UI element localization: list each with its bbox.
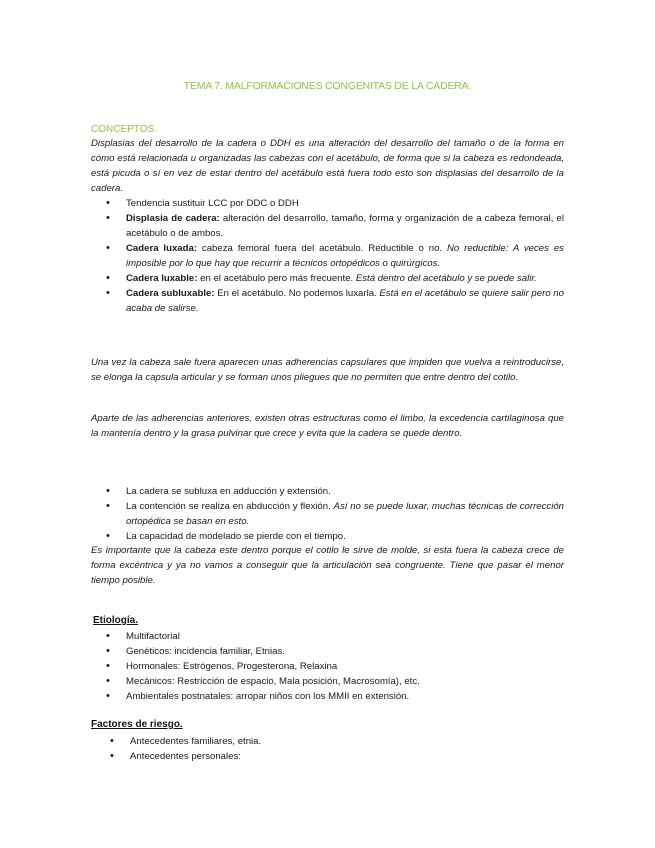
list-item: • Cadera subluxable: En el acetábulo. No podemos luxarla. Está en el acetábulo se quiere salir pero no acaba de salirse. bbox=[106, 287, 564, 314]
bullet-icon: • bbox=[110, 735, 114, 747]
bullet-icon: • bbox=[106, 630, 110, 642]
list-item: • Cadera luxada: cabeza femoral fuera del acetábulo. Reductible o no. No reductible: A veces es imposible por lo que hay que recurrir a técnicos ortopédicos o quirúrgicos. bbox=[106, 242, 564, 269]
factores-heading: Factores de riesgo. bbox=[91, 719, 183, 730]
factores-list bbox=[110, 734, 564, 764]
conceptos-intro-paragraph: Displasias del desarrollo de la cadera o DDH es una alteración del desarrollo del tamaño o de la forma en cómo está relacionada u organizadas las cabezas con el acetábulo, de forma que si la cabeza es redondeada, está picuda o sí en vez de estar dentro del acetábulo está fuera todo esto son displasias del desarrollo de la cadera. bbox=[91, 138, 564, 194]
list-item: • La capacidad de modelado se pierde con el tiempo. bbox=[106, 530, 346, 542]
list-item: • Ambientales postnatales: arropar niños con los MMII en extensión. bbox=[106, 690, 410, 702]
bullet-icon: • bbox=[110, 750, 114, 762]
bullet-icon: • bbox=[106, 485, 110, 497]
bullet-icon: • bbox=[106, 500, 110, 512]
list-item: • La contención se realiza en abducción y flexión. Así no se puede luxar, muchas técnicas de corrección ortopédica se basan en esto. bbox=[106, 500, 564, 527]
bullet-icon: • bbox=[106, 287, 110, 299]
bullet-icon: • bbox=[106, 197, 110, 209]
adherencias-paragraph: Una vez la cabeza sale fuera aparecen unas adherencias capsulares que impiden que vuelva a reintroducirse, se elonga la capsula articular y se forman unos pliegues que no permiten que entre dentro del cotilo. bbox=[91, 357, 564, 383]
etiologia-list bbox=[106, 629, 564, 704]
list-item: • Cadera luxable: en el acetábulo pero más frecuente. Está dentro del acetábulo y se puede salir. bbox=[106, 272, 537, 284]
bullet-icon: • bbox=[106, 645, 110, 657]
list-item: • Mecánicos: Restricción de espacio, Mala posición, Macrosomía), etc. bbox=[106, 675, 420, 687]
document-title: TEMA 7. MALFORMACIONES CONGENITAS DE LA CADERA. bbox=[183, 80, 472, 92]
list-item: • Displasia de cadera: alteración del desarrollo, tamaño, forma y organización de a cabeza femoral, el acetábulo o de ambos. bbox=[106, 212, 564, 239]
bullet-icon: • bbox=[106, 660, 110, 672]
estructuras-paragraph: Aparte de las adherencias anteriores, existen otras estructuras como el limbo, la excedencia cartilaginosa que la mantenía dentro y la grasa pulvinar que crece y evita que la cadera se quede dentro. bbox=[91, 413, 564, 439]
list-item: • La cadera se subluxa en adducción y extensión. bbox=[106, 485, 331, 497]
list-item: • Genéticos: incidencia familiar, Etnias. bbox=[106, 645, 285, 657]
list-item: • Antecedentes personales: bbox=[110, 750, 241, 762]
bullet-icon: • bbox=[106, 272, 110, 284]
section-label-conceptos: CONCEPTOS. bbox=[91, 124, 157, 135]
modelado-list bbox=[106, 484, 564, 544]
bullet-icon: • bbox=[106, 690, 110, 702]
bullet-icon: • bbox=[106, 675, 110, 687]
list-item: • Tendencia sustituir LCC por DDC o DDH bbox=[106, 197, 299, 209]
importancia-paragraph: Es importante que la cabeza este dentro porque el cotilo le sirve de molde, si esta fuera la cabeza crece de forma excéntrica y ya no vamos a conseguir que la articulación sea congruente. Tiene que pasar el menor tiempo posible. bbox=[91, 545, 564, 586]
conceptos-list bbox=[106, 196, 564, 316]
etiologia-heading: Etiología. bbox=[93, 615, 138, 626]
list-item: • Antecedentes familiares, etnia. bbox=[110, 735, 262, 747]
bullet-icon: • bbox=[106, 212, 110, 224]
list-item: • Hormonales: Estrógenos, Progesterona, Relaxina bbox=[106, 660, 338, 672]
list-item: • Multifactorial bbox=[106, 630, 180, 642]
bullet-icon: • bbox=[106, 530, 110, 542]
bullet-icon: • bbox=[106, 242, 110, 254]
